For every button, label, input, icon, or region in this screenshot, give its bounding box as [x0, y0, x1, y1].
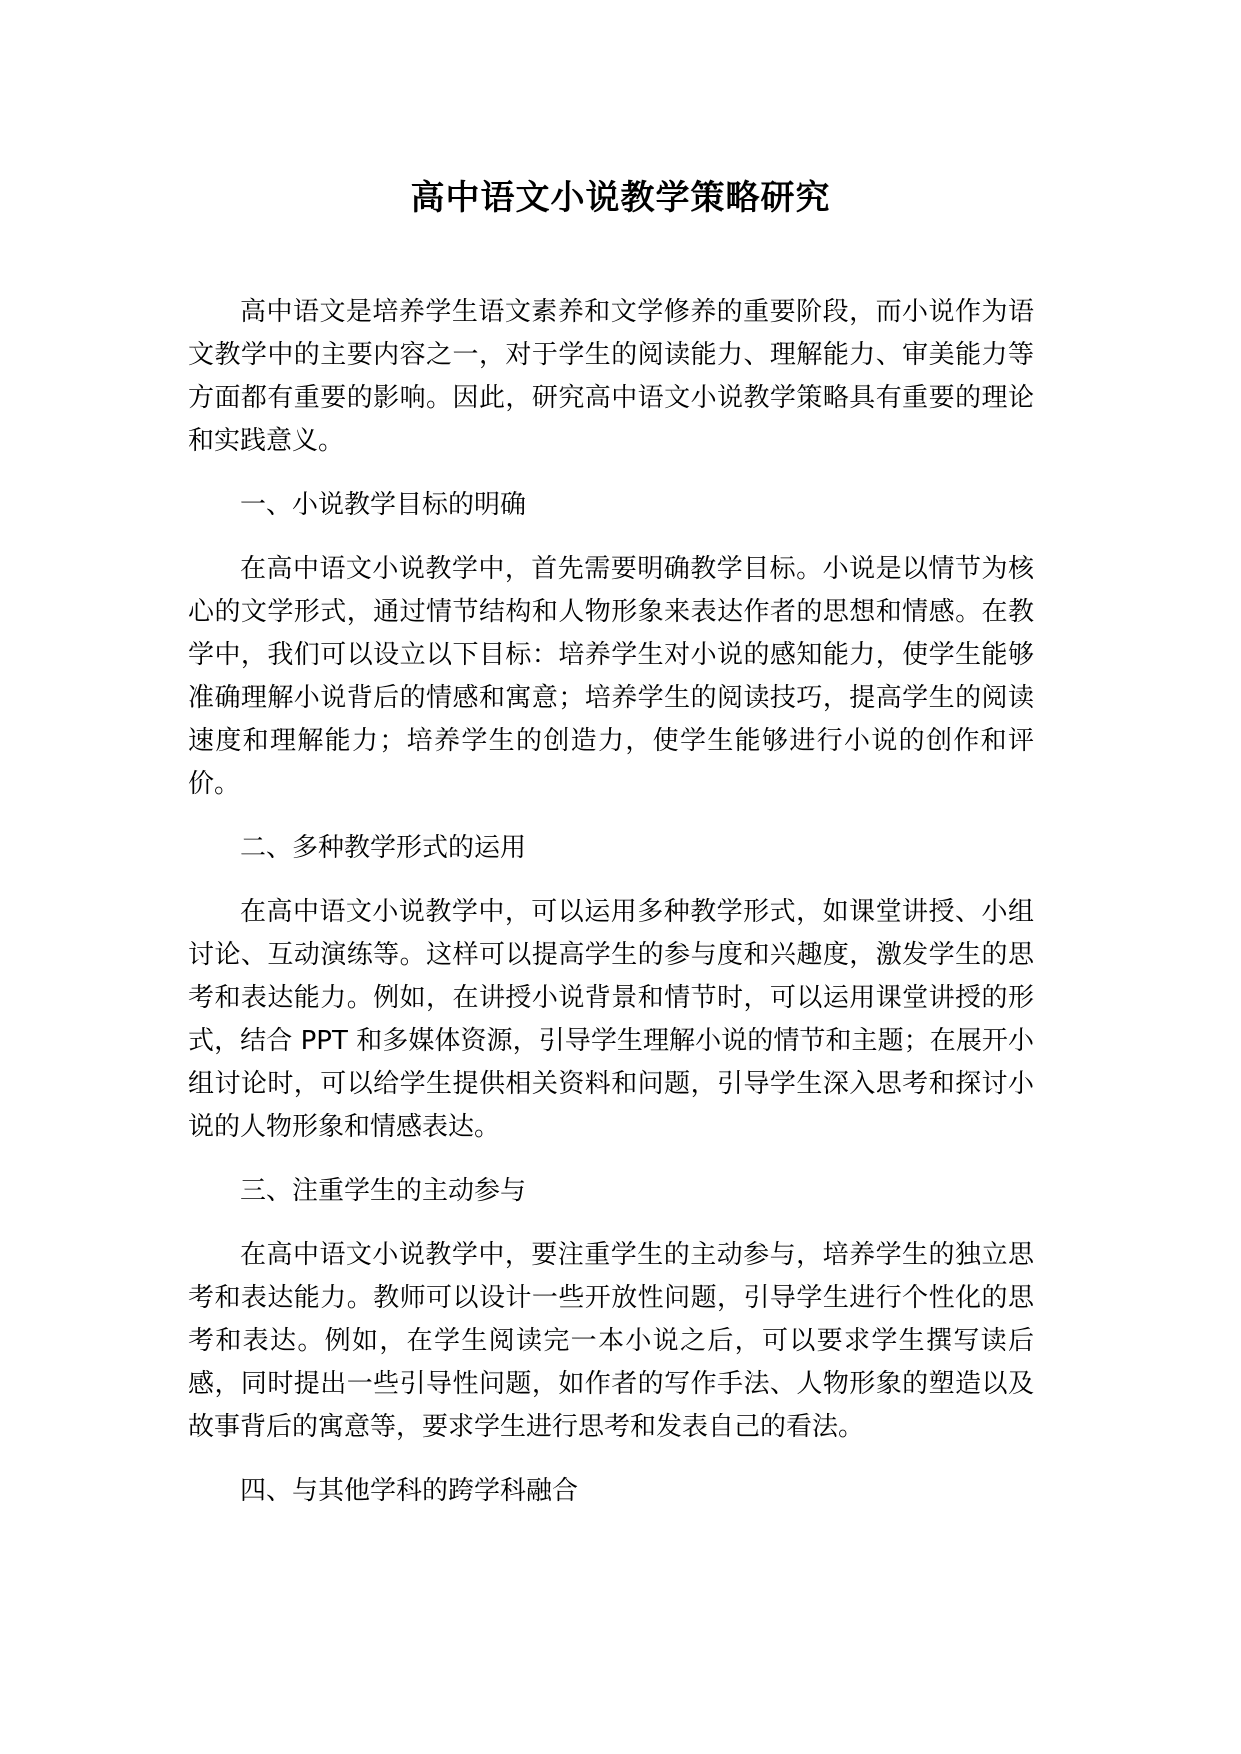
section-paragraph-1: 在高中语文小说教学中，首先需要明确教学目标。小说是以情节为核心的文学形式，通过情节结构和人物形象来表达作者的思想和情感。在教学中，我们可以设立以下目标：培养学生对小说的感知能力，使学生能够准确理解小说背后的情感和寓意；培养学生的阅读技巧，提高学生的阅读速度和理解能力；培养学生的创造力，使学生能够进行小说的创作和评价。 — [188, 554, 1034, 799]
section-paragraph-2: 在高中语文小说教学中，可以运用多种教学形式，如课堂讲授、小组讨论、互动演练等。这样可以提高学生的参与度和兴趣度，激发学生的思考和表达能力。例如，在讲授小说背景和情节时，可以运用课堂讲授的形式，结合 PPT 和多媒体资源，引导学生理解小说的情节和主题；在展开小组讨论时，可以给学生提供相关资料和问题，引导学生深入思考和探讨小说的人物形象和情感表达。 — [188, 897, 1034, 1142]
section-heading-3: 三、注重学生的主动参与 — [240, 1176, 527, 1206]
document-body — [188, 291, 1034, 1534]
section-heading-1: 一、小说教学目标的明确 — [240, 490, 527, 520]
section-heading-4: 四、与其他学科的跨学科融合 — [240, 1476, 579, 1506]
document-title: 高中语文小说教学策略研究 — [410, 178, 831, 218]
section-paragraph-3: 在高中语文小说教学中，要注重学生的主动参与，培养学生的独立思考和表达能力。教师可以设计一些开放性问题，引导学生进行个性化的思考和表达。例如，在学生阅读完一本小说之后，可以要求学生撰写读后感，同时提出一些引导性问题，如作者的写作手法、人物形象的塑造以及故事背后的寓意等，要求学生进行思考和发表自己的看法。 — [188, 1240, 1034, 1442]
section-heading-2: 二、多种教学形式的运用 — [240, 833, 527, 863]
intro-paragraph: 高中语文是培养学生语文素养和文学修养的重要阶段，而小说作为语文教学中的主要内容之一，对于学生的阅读能力、理解能力、审美能力等方面都有重要的影响。因此，研究高中语文小说教学策略具有重要的理论和实践意义。 — [188, 297, 1034, 456]
